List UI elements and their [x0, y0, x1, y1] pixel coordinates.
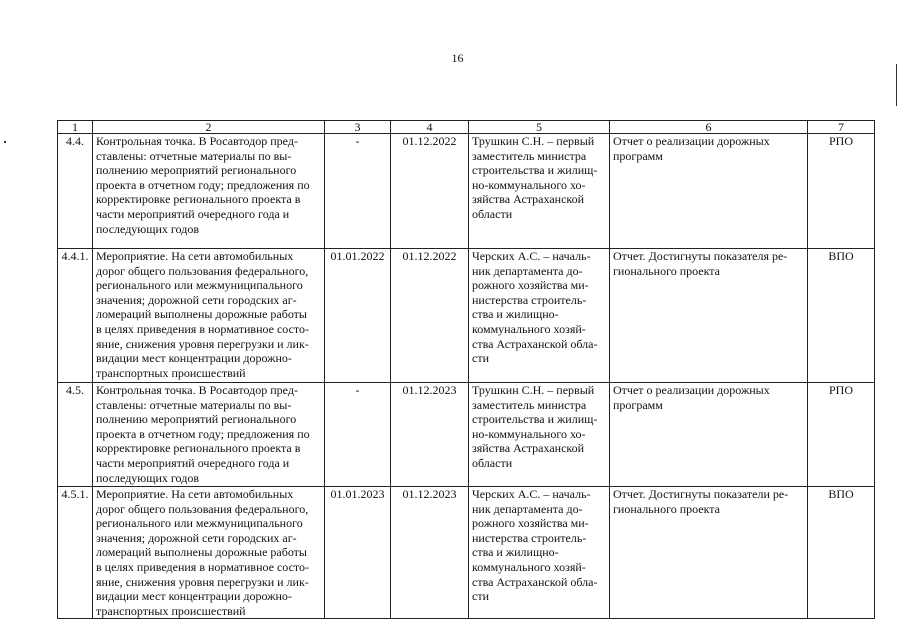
text-line: но-коммунального хо-	[472, 177, 586, 192]
text-line: проекта в отчетном году; предложения по	[96, 426, 310, 441]
row-type: РПО	[808, 383, 875, 487]
text-line: зяйства Астраханской	[472, 441, 585, 456]
header-cell-5: 5	[469, 121, 610, 134]
row-description	[93, 383, 325, 487]
text-line: видации мест концентрации дорожно-	[96, 589, 292, 604]
table-row	[58, 134, 875, 249]
text-line: коммунального хозяй-	[472, 559, 586, 574]
text-line: корректировке регионального проекта в	[96, 441, 301, 456]
text-line: зяйства Астраханской	[472, 192, 585, 207]
header-cell-2: 2	[93, 121, 325, 134]
text-line: ломераций выполнены дорожные работы	[96, 307, 307, 322]
text-line: ства и жилищно-	[472, 545, 559, 560]
text-line: рожного хозяйства ми-	[472, 516, 589, 531]
text-line: Трушкин С.Н. – первый	[472, 134, 595, 148]
row-end-date: 01.12.2023	[391, 487, 469, 619]
text-line: ства и жилищно-	[472, 307, 559, 322]
page-number: 16	[451, 51, 464, 65]
text-line: заместитель министра	[472, 148, 587, 163]
text-line: области	[472, 206, 513, 221]
text-line: Отчет. Достигнуты показатели ре-	[613, 487, 789, 501]
text-line: корректировке регионального проекта в	[96, 192, 301, 207]
text-line: но-коммунального хо-	[472, 426, 586, 441]
text-line: яние, снижения уровня перегрузки и лик-	[96, 336, 309, 351]
text-line: транспортных происшествий	[96, 603, 246, 618]
text-line: сти	[472, 589, 489, 604]
scan-mark-right	[896, 64, 897, 106]
text-line: дорог общего пользования федерального,	[96, 501, 309, 516]
row-end-date: 01.12.2023	[391, 383, 469, 487]
text-line: значения; дорожной сети городских аг-	[96, 292, 297, 307]
row-start-date: -	[325, 383, 391, 487]
row-number: 4.5.	[58, 383, 93, 487]
text-line: ставлены: отчетные материалы по вы-	[96, 397, 292, 412]
header-cell-1: 1	[58, 121, 93, 134]
text-line: полнению мероприятий регионального	[96, 412, 297, 427]
row-result	[610, 249, 808, 383]
row-end-date: 01.12.2022	[391, 134, 469, 249]
text-line: гионального проекта	[613, 263, 720, 278]
text-line: части мероприятий очередного года и	[96, 206, 290, 221]
row-result	[610, 487, 808, 619]
row-type: РПО	[808, 134, 875, 249]
row-description	[93, 249, 325, 383]
text-line: Контрольная точка. В Росавтодор пред-	[96, 134, 298, 148]
row-result	[610, 383, 808, 487]
row-responsible	[469, 383, 610, 487]
text-line: нистерства строитель-	[472, 292, 587, 307]
text-line: дорог общего пользования федерального,	[96, 263, 309, 278]
text-line: ник департамента до-	[472, 263, 583, 278]
text-line: ломераций выполнены дорожные работы	[96, 545, 307, 560]
text-line: Отчет. Достигнуты показателя ре-	[613, 249, 788, 263]
text-line: строительства и жилищ-	[472, 163, 598, 178]
table-row	[58, 383, 875, 487]
text-line: коммунального хозяй-	[472, 321, 586, 336]
row-type: ВПО	[808, 487, 875, 619]
text-line: ства Астраханской обла-	[472, 574, 598, 589]
row-end-date: 01.12.2022	[391, 249, 469, 383]
row-result	[610, 134, 808, 249]
text-line: транспортных происшествий	[96, 365, 246, 380]
text-line: последующих годов	[96, 470, 199, 485]
header-cell-4: 4	[391, 121, 469, 134]
row-responsible	[469, 487, 610, 619]
text-line: Черских А.С. – началь-	[472, 249, 591, 263]
text-line: регионального или межмуниципального	[96, 516, 303, 531]
text-line: сти	[472, 351, 489, 366]
header-row	[58, 121, 875, 134]
text-line: полнению мероприятий регионального	[96, 163, 297, 178]
text-line: ник департамента до-	[472, 501, 583, 516]
scan-mark-left	[4, 141, 6, 143]
text-line: в целях приведения в нормативное состо-	[96, 321, 310, 336]
table-row	[58, 487, 875, 619]
row-number: 4.4.	[58, 134, 93, 249]
row-responsible	[469, 249, 610, 383]
text-line: части мероприятий очередного года и	[96, 455, 290, 470]
header-cell-7: 7	[808, 121, 875, 134]
text-line: ства Астраханской обла-	[472, 336, 598, 351]
text-line: Мероприятие. На сети автомобильных	[96, 487, 294, 501]
row-number: 4.5.1.	[58, 487, 93, 619]
text-line: Трушкин С.Н. – первый	[472, 383, 595, 397]
table-row	[58, 249, 875, 383]
row-responsible	[469, 134, 610, 249]
text-line: нистерства строитель-	[472, 530, 587, 545]
text-line: значения; дорожной сети городских аг-	[96, 530, 297, 545]
text-line: в целях приведения в нормативное состо-	[96, 559, 310, 574]
text-line: видации мест концентрации дорожно-	[96, 351, 292, 366]
text-line: рожного хозяйства ми-	[472, 278, 589, 293]
text-line: гионального проекта	[613, 501, 720, 516]
row-type: ВПО	[808, 249, 875, 383]
row-start-date: -	[325, 134, 391, 249]
header-cell-6: 6	[610, 121, 808, 134]
row-start-date: 01.01.2023	[325, 487, 391, 619]
text-line: программ	[613, 397, 663, 412]
text-line: ставлены: отчетные материалы по вы-	[96, 148, 292, 163]
text-line: программ	[613, 148, 663, 163]
text-line: Контрольная точка. В Росавтодор пред-	[96, 383, 298, 397]
header-cell-3: 3	[325, 121, 391, 134]
text-line: Мероприятие. На сети автомобильных	[96, 249, 294, 263]
text-line: строительства и жилищ-	[472, 412, 598, 427]
text-line: последующих годов	[96, 221, 199, 236]
text-line: заместитель министра	[472, 397, 587, 412]
text-line: регионального или межмуниципального	[96, 278, 303, 293]
row-description	[93, 134, 325, 249]
text-line: проекта в отчетном году; предложения по	[96, 177, 310, 192]
row-description	[93, 487, 325, 619]
row-start-date: 01.01.2022	[325, 249, 391, 383]
text-line: Отчет о реализации дорожных	[613, 134, 770, 148]
plan-table	[57, 120, 875, 619]
row-number: 4.4.1.	[58, 249, 93, 383]
text-line: области	[472, 455, 513, 470]
text-line: Черских А.С. – началь-	[472, 487, 591, 501]
text-line: Отчет о реализации дорожных	[613, 383, 770, 397]
text-line: яние, снижения уровня перегрузки и лик-	[96, 574, 309, 589]
